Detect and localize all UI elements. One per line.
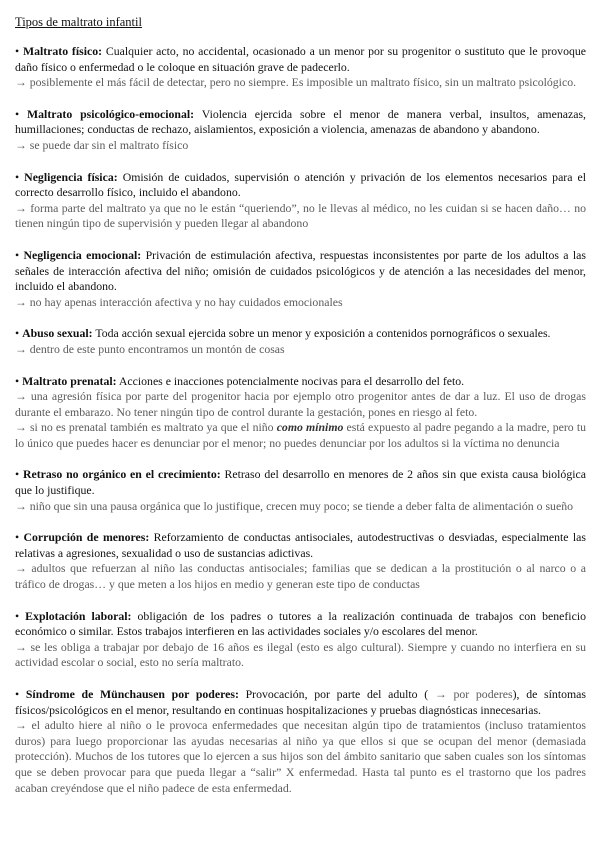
- arrow-icon: →: [15, 718, 27, 733]
- page-title: Tipos de maltrato infantil: [15, 15, 142, 29]
- note: [15, 420, 586, 451]
- definition-text: Omisión de cuidados, supervisión o atención y privación de los elementos necesarios para el correcto desarrollo físico, incluido el abandono.: [15, 169, 587, 200]
- note: [15, 201, 586, 232]
- arrow-icon: →: [15, 389, 27, 404]
- note: [15, 561, 586, 592]
- definition-text: Cualquier acto, no accidental, ocasionado a un menor por su progenitor o sustituto que le provoque daño físico o enfermedad o le coloque en situación grave de padecerlo.: [15, 44, 586, 74]
- arrow-icon: →: [15, 639, 27, 654]
- note-text: posiblemente el más fácil de detectar, pero no siempre. Es imposible un maltrato físico, sin un maltrato psicológico.: [29, 75, 577, 90]
- note-text-emphasis: si no es prenatal también es maltrato ya que el niño como mínimo está expuesto al padre pegando a la madre, pero tu lo único que puedes hacer es denunciar por el menor; no puedes denunciar por los adultos si la víctima no denuncia: [15, 420, 587, 450]
- definition-text: Acciones e inacciones potencialmente nocivas para el desarrollo del feto.: [118, 373, 465, 388]
- definition: [15, 248, 586, 295]
- note: [15, 499, 586, 515]
- bullet: •: [15, 687, 20, 701]
- section-explotacion-laboral: [15, 609, 586, 671]
- note-text: se puede dar sin el maltrato físico: [29, 137, 189, 152]
- bullet: •: [15, 530, 20, 545]
- definition: [15, 44, 586, 75]
- emphasis-text: como mínimo: [276, 420, 344, 435]
- bullet: •: [15, 326, 20, 341]
- arrow-icon: →: [15, 561, 27, 576]
- section-retraso-crecimiento: [15, 467, 586, 514]
- note: [15, 138, 586, 154]
- definition-aside: por poderes: [453, 687, 513, 701]
- definition: [15, 467, 586, 498]
- section-munchausen: [15, 687, 586, 796]
- section-maltrato-psicologico: [15, 107, 586, 154]
- note-text: se les obliga a trabajar por debajo de 16 años es ilegal (esto es algo cultural). Siempre y cuando no interfiera en su actividad escolar o social, esto no sería maltrato.: [15, 639, 586, 670]
- term: Maltrato psicológico-emocional:: [27, 106, 195, 121]
- bullet: •: [15, 169, 20, 184]
- bullet: •: [15, 106, 20, 121]
- definition-text: obligación de los padres o tutores a la realización continuada de trabajos con beneficio económico o similar. Estos trabajos interfieren en las actividades sociales y/o escolares del menor.: [15, 608, 586, 639]
- definition-text: Reforzamiento de conductas antisociales, autodestructivas o desviadas, especialmente las relativas a agresiones, sexualidad o uso de sustancias adictivas.: [15, 530, 586, 560]
- note: [15, 640, 586, 671]
- definition: [15, 687, 586, 718]
- arrow-icon: →: [15, 498, 27, 513]
- section-negligencia-emocional: [15, 248, 586, 310]
- definition: [15, 609, 586, 640]
- note-text: una agresión física por parte del progenitor hacia por ejemplo otro progenitor antes de dar a luz. El uso de drogas durante el embarazo. No tener ningún tipo de control durante la gestación, pones en riesgo al feto.: [15, 389, 587, 419]
- note-text: no hay apenas interacción afectiva y no hay cuidados emocionales: [29, 294, 343, 309]
- section-corrupcion-menores: [15, 530, 586, 592]
- arrow-icon: →: [15, 200, 27, 215]
- note: [15, 75, 586, 91]
- definition-text: Retraso del desarrollo en menores de 2 años sin que exista causa biológica que lo justifique.: [15, 467, 586, 498]
- note: [15, 718, 586, 796]
- term: Maltrato físico:: [22, 44, 103, 58]
- note: [15, 295, 586, 311]
- bullet: •: [15, 608, 20, 623]
- note: [15, 342, 586, 358]
- definition: [15, 326, 586, 342]
- definition: [15, 530, 586, 561]
- term: Corrupción de menores:: [23, 530, 150, 545]
- term: Explotación laboral:: [25, 608, 132, 623]
- arrow-icon: →: [434, 687, 447, 701]
- note-text: el adulto hiere al niño o le provoca enfermedades que necesitan algún tipo de tratamientos (incluso tratamientos duros) para luego proporcionar las ayudas necesarias al niño ya que ellos si que se ocupan del menor (demasiada protección). Muchos de los tutores que lo ejercen a sus hijos son del ámbito sanitario que saben cuales son los síntomas que se deben provocar para que pueda llegar a “salir” X enfermedad. Hasta tal punto es el trastorno que los padres acaban creyéndose que el niño padece de esta enfermedad.: [15, 718, 586, 795]
- arrow-icon: →: [15, 294, 27, 309]
- section-maltrato-fisico: [15, 44, 586, 91]
- term: Síndrome de Münchausen por poderes:: [25, 687, 239, 701]
- definition-text-part: ), de síntomas físicos/psicológicos en el menor, resultando en continuas hospitalizaciones y pruebas diagnósticas innecesarias.: [15, 687, 586, 717]
- note: [15, 389, 586, 420]
- arrow-icon: →: [15, 75, 27, 90]
- bullet: •: [15, 467, 20, 482]
- term: Negligencia física:: [24, 169, 118, 184]
- term: Negligencia emocional:: [23, 247, 142, 262]
- arrow-icon: →: [15, 137, 27, 152]
- note-text: adultos que refuerzan al niño las conductas antisociales; familias que se dedican a la prostitución o al narco o a tráfico de drogas… y que meten a los hijos en medio y generan este tipo de conductas: [15, 561, 586, 592]
- arrow-icon: →: [15, 420, 27, 435]
- note-text: forma parte del maltrato ya que no le están “queriendo”, no le llevas al médico, no les cuidan si se hacen daño… no tienen ningún tipo de supervisión y pueden llegar al abandono: [15, 200, 586, 231]
- section-maltrato-prenatal: [15, 374, 586, 452]
- definition: [15, 107, 586, 138]
- section-abuso-sexual: [15, 326, 586, 357]
- note-text: niño que sin una pausa orgánica que lo justifique, crecen muy poco; se tiende a deber falta de alimentación o sueño: [29, 498, 573, 513]
- definition: [15, 170, 586, 201]
- section-negligencia-fisica: [15, 170, 586, 232]
- bullet: •: [15, 44, 20, 58]
- definition-text: Violencia ejercida sobre el menor de manera verbal, insultos, amenazas, humillaciones; conductas de rechazo, aislamientos, exposición a violencia, amenazas de abandono y abandono.: [15, 106, 586, 137]
- definition-text: Toda acción sexual ejercida sobre un menor y exposición a contenidos pornográficos o sexuales.: [95, 326, 551, 341]
- bullet: •: [15, 373, 20, 388]
- term: Retraso no orgánico en el crecimiento:: [22, 467, 221, 482]
- definition-text-part: Provocación, por parte del adulto (: [245, 687, 429, 701]
- arrow-icon: →: [15, 341, 27, 356]
- term: Abuso sexual:: [22, 326, 93, 341]
- term: Maltrato prenatal:: [22, 373, 117, 388]
- note-text: dentro de este punto encontramos un montón de cosas: [29, 341, 285, 356]
- definition-text: Privación de estimulación afectiva, respuestas inconsistentes por parte de los adultos a las señales de interacción afectiva del niño; omisión de cuidados psicológicos y de atención a las necesidades del menor, incluido el abandono.: [15, 247, 586, 294]
- definition: [15, 374, 586, 390]
- bullet: •: [15, 247, 20, 262]
